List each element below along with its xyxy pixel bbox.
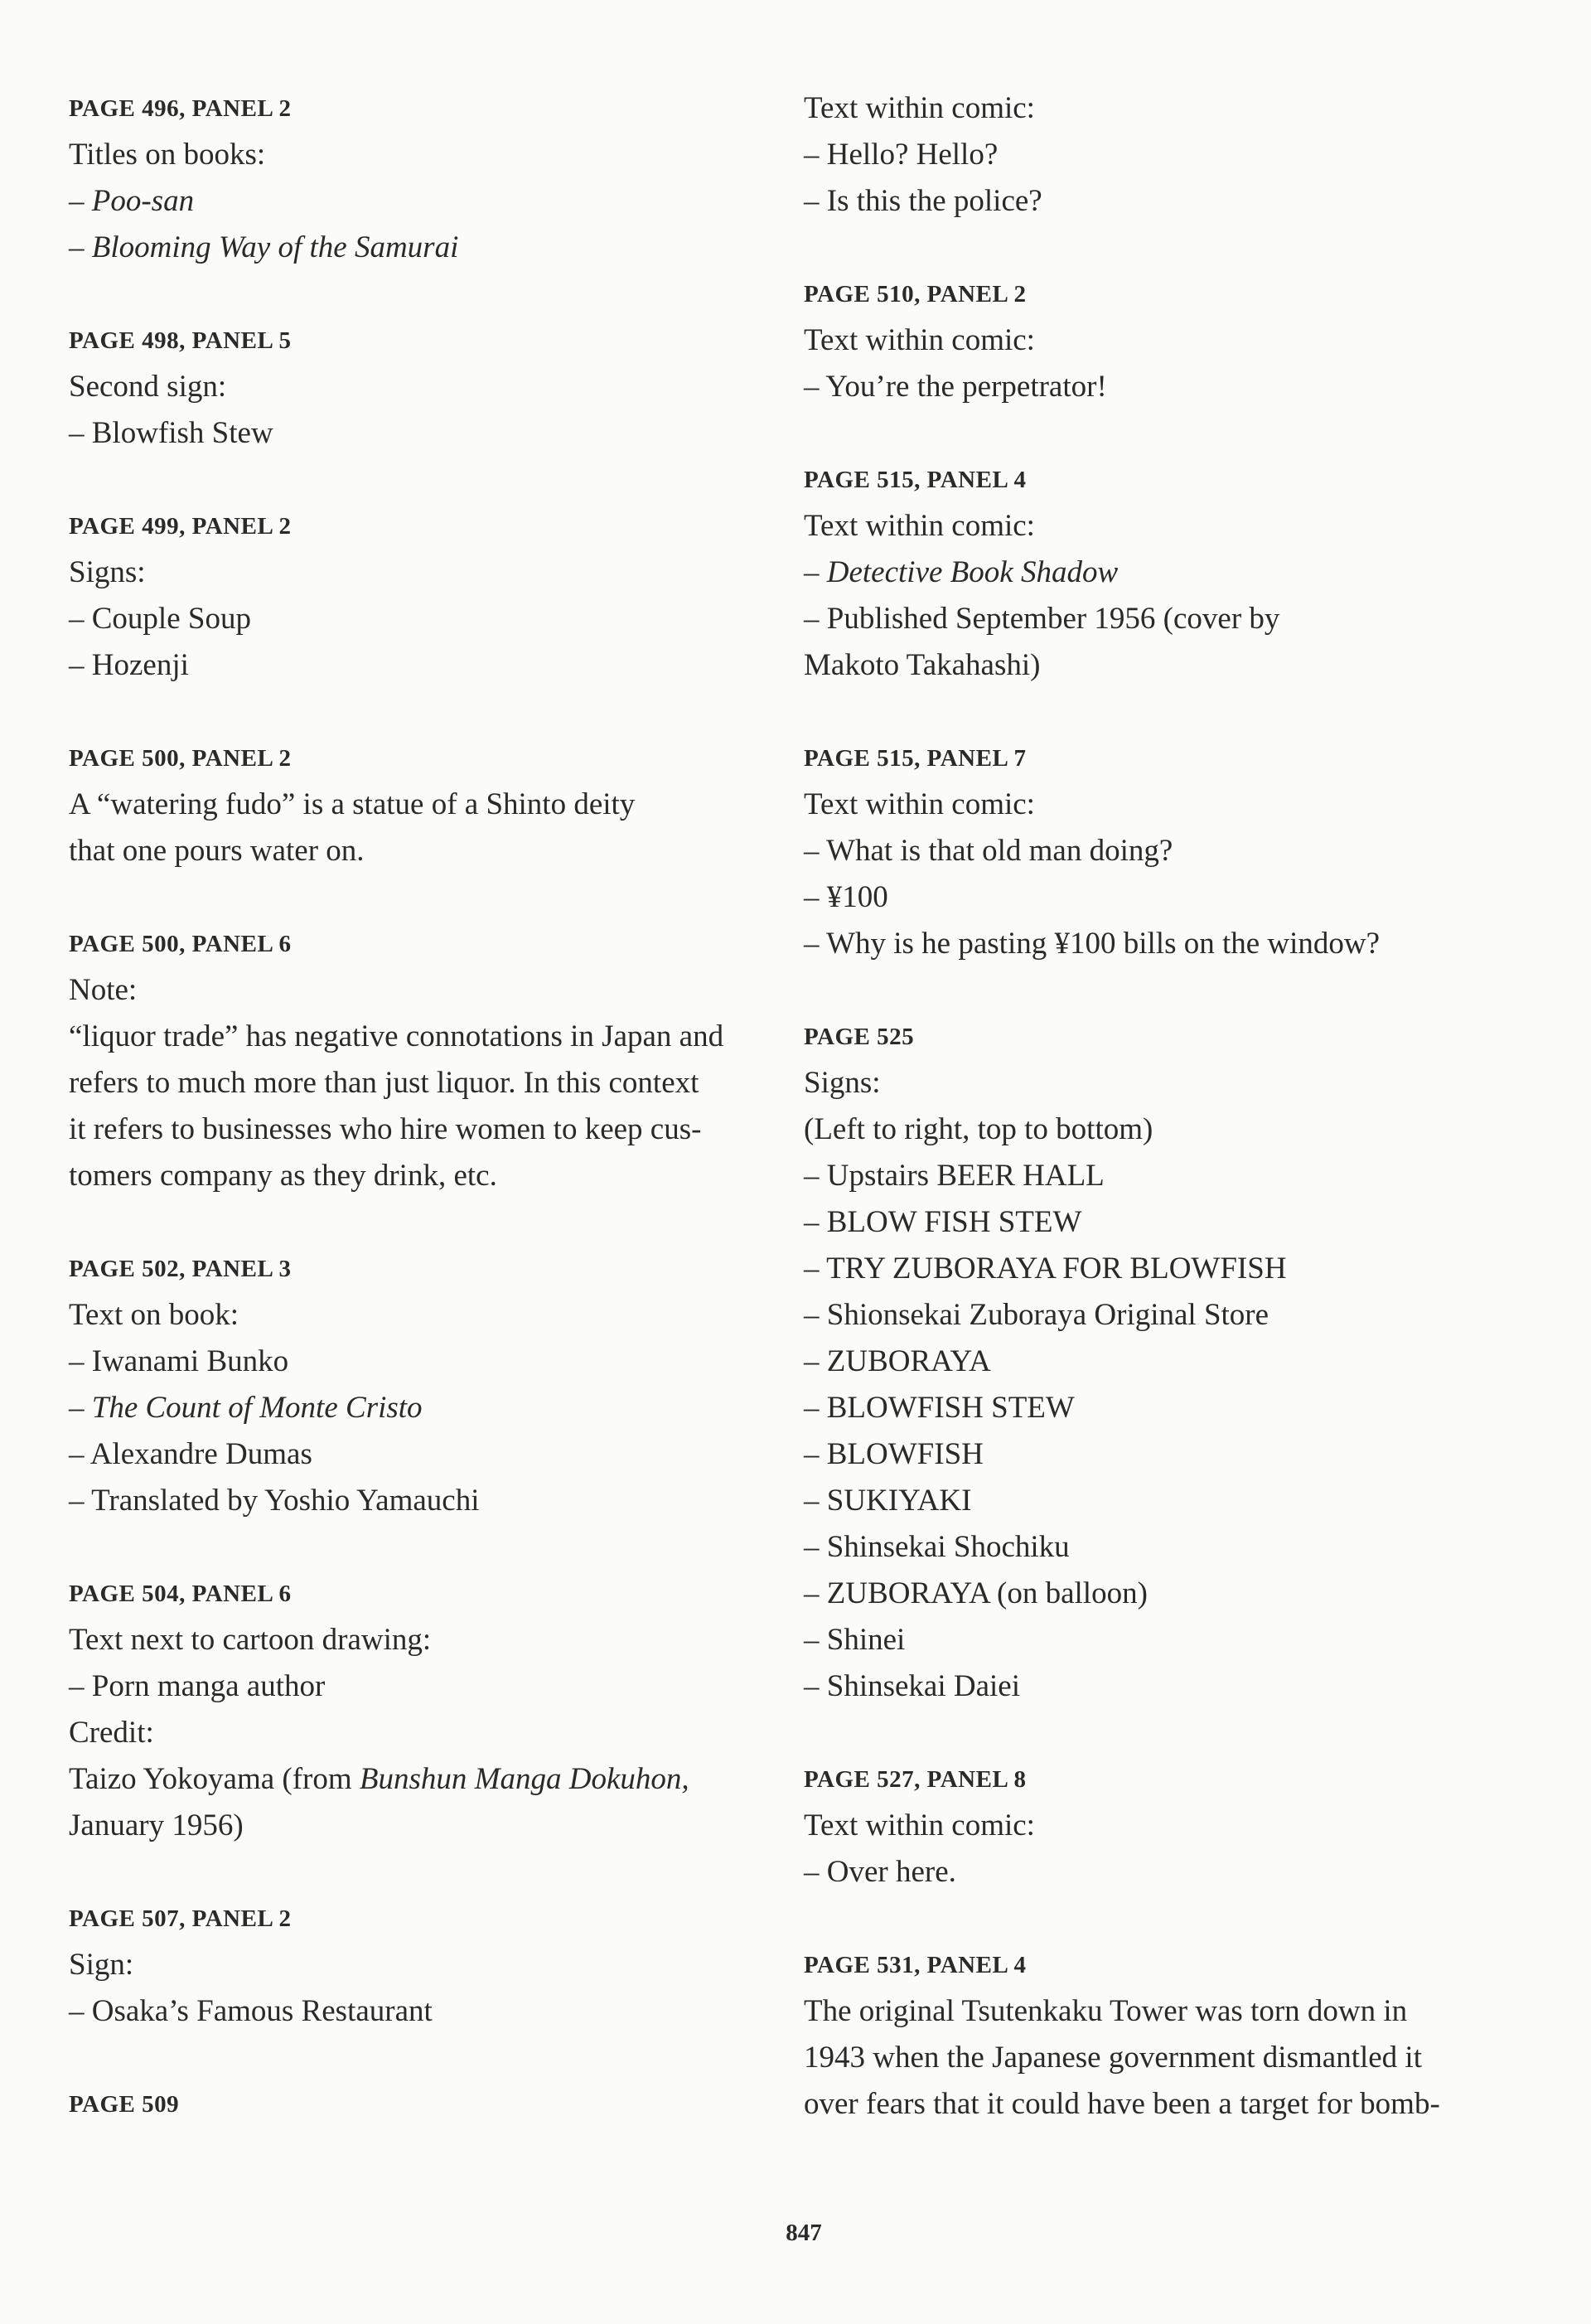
text-line: [69, 1431, 798, 1478]
page-number: 847: [786, 2220, 822, 2246]
text-segment: Text within comic:: [804, 1808, 1035, 1842]
italic-title: The Count of Monte Cristo: [91, 1391, 423, 1425]
text-line: [69, 1339, 798, 1385]
section-gap: [804, 1896, 1533, 1942]
text-segment: refers to much more than just liquor. In this context: [69, 1066, 699, 1100]
text-segment: –: [69, 184, 92, 218]
text-segment: Signs:: [69, 555, 146, 589]
text-line: [69, 1153, 798, 1199]
text-segment: A “watering fudo” is a statue of a Shinto deity: [69, 787, 636, 821]
text-segment: (Left to right, top to bottom): [804, 1112, 1153, 1146]
text-line: [804, 1524, 1533, 1571]
text-line: [804, 1571, 1533, 1617]
text-segment: –: [804, 555, 827, 589]
section-heading: PAGE 507, PANEL 2: [69, 1905, 292, 1932]
section-gap: [69, 2035, 798, 2081]
text-line: [804, 1246, 1533, 1292]
text-line: [69, 1756, 798, 1803]
text-segment: – ¥100: [804, 880, 888, 914]
text-segment: – TRY ZUBORAYA FOR BLOWFISH: [804, 1252, 1287, 1285]
section-heading: PAGE 527, PANEL 8: [804, 1766, 1027, 1793]
text-line: [69, 1942, 798, 1988]
text-segment: – Blowfish Stew: [69, 416, 273, 450]
text-line: [69, 596, 798, 642]
text-line: [804, 1988, 1533, 2035]
text-line: [804, 921, 1533, 967]
section-gap: [804, 689, 1533, 735]
section-gap: [69, 1524, 798, 1571]
section-heading: PAGE 515, PANEL 7: [804, 745, 1027, 772]
text-line: [69, 364, 798, 410]
text-segment: – Porn manga author: [69, 1669, 326, 1703]
section-gap: [804, 967, 1533, 1014]
text-segment: The original Tsutenkaku Tower was torn down in: [804, 1994, 1408, 2028]
text-line: [804, 1339, 1533, 1385]
text-line: [69, 1478, 798, 1524]
text-segment: – Shinsekai Daiei: [804, 1669, 1021, 1703]
text-segment: Taizo Yokoyama (from: [69, 1762, 360, 1796]
text-line: [804, 1849, 1533, 1896]
text-line: [804, 503, 1533, 550]
section-gap: [69, 457, 798, 503]
text-line: [804, 1292, 1533, 1339]
text-line: [69, 132, 798, 178]
text-line: [804, 596, 1533, 642]
text-segment: Text next to cartoon drawing:: [69, 1623, 432, 1657]
text-segment: – Shinsekai Shochiku: [804, 1530, 1070, 1564]
text-line: [69, 178, 798, 225]
text-segment: – BLOW FISH STEW: [804, 1205, 1082, 1239]
section-gap: [69, 874, 798, 921]
text-segment: Text within comic:: [804, 91, 1035, 125]
text-line: [69, 1385, 798, 1431]
text-segment: – Alexandre Dumas: [69, 1437, 312, 1471]
text-segment: Second sign:: [69, 370, 227, 404]
text-segment: –: [69, 230, 92, 264]
text-line: [804, 1106, 1533, 1153]
text-segment: – Iwanami Bunko: [69, 1344, 289, 1378]
text-segment: – Why is he pasting ¥100 bills on the window?: [804, 927, 1381, 961]
section-heading: PAGE 509: [69, 2091, 180, 2118]
text-line: [69, 1988, 798, 2035]
text-line: [804, 2035, 1533, 2081]
text-segment: it refers to businesses who hire women to keep cus-: [69, 1112, 702, 1146]
text-line: [69, 1803, 798, 1849]
text-line: [804, 1803, 1533, 1849]
text-line: [69, 1710, 798, 1756]
text-segment: – BLOWFISH STEW: [804, 1391, 1075, 1425]
text-segment: – Published September 1956 (cover by: [804, 602, 1280, 636]
text-line: [69, 225, 798, 271]
text-line: [69, 1663, 798, 1710]
text-line: [69, 550, 798, 596]
text-segment: that one pours water on.: [69, 834, 365, 868]
text-segment: Signs:: [804, 1066, 881, 1100]
text-segment: Note:: [69, 973, 138, 1007]
text-line: [69, 410, 798, 457]
text-segment: “liquor trade” has negative connotations in Japan and: [69, 1019, 724, 1053]
text-segment: – Is this the police?: [804, 184, 1042, 218]
section-heading: PAGE 504, PANEL 6: [69, 1581, 292, 1607]
text-line: [69, 828, 798, 874]
text-line: [69, 1617, 798, 1663]
text-segment: Text within comic:: [804, 787, 1035, 821]
section-heading: PAGE 500, PANEL 2: [69, 745, 292, 772]
text-segment: – Over here.: [804, 1855, 956, 1889]
section-gap: [804, 225, 1533, 271]
text-line: [804, 1060, 1533, 1106]
text-line: [804, 642, 1533, 689]
text-line: [69, 1292, 798, 1339]
text-segment: – ZUBORAYA (on balloon): [804, 1576, 1148, 1610]
text-segment: – Hello? Hello?: [804, 138, 999, 172]
section-heading: PAGE 499, PANEL 2: [69, 513, 292, 540]
text-line: [804, 364, 1533, 410]
text-segment: Text on book:: [69, 1298, 239, 1332]
section-gap: [69, 1199, 798, 1246]
section-heading: PAGE 498, PANEL 5: [69, 327, 292, 354]
text-line: [804, 1431, 1533, 1478]
text-segment: Text within comic:: [804, 509, 1035, 543]
text-segment: Credit:: [69, 1716, 154, 1750]
text-line: [804, 317, 1533, 364]
text-segment: Makoto Takahashi): [804, 648, 1041, 682]
text-line: [804, 1199, 1533, 1246]
left-column: [69, 85, 798, 2128]
right-column: [804, 85, 1533, 2128]
section-heading: PAGE 500, PANEL 6: [69, 931, 292, 957]
text-segment: – SUKIYAKI: [804, 1484, 972, 1518]
text-line: [804, 132, 1533, 178]
text-segment: –: [69, 1391, 92, 1425]
text-segment: – Shinei: [804, 1623, 906, 1657]
text-line: [804, 85, 1533, 132]
text-segment: tomers company as they drink, etc.: [69, 1159, 497, 1193]
text-segment: January 1956): [69, 1808, 244, 1842]
section-gap: [804, 410, 1533, 457]
text-line: [804, 828, 1533, 874]
text-line: [69, 782, 798, 828]
text-segment: – Hozenji: [69, 648, 189, 682]
text-segment: – BLOWFISH: [804, 1437, 984, 1471]
text-segment: Sign:: [69, 1948, 134, 1982]
text-segment: Text within comic:: [804, 323, 1035, 357]
section-heading: PAGE 496, PANEL 2: [69, 95, 292, 122]
text-line: [804, 1663, 1533, 1710]
section-gap: [69, 689, 798, 735]
text-line: [804, 1153, 1533, 1199]
text-line: [804, 1617, 1533, 1663]
text-line: [69, 967, 798, 1014]
text-segment: over fears that it could have been a target for bomb-: [804, 2087, 1440, 2121]
text-line: [69, 1014, 798, 1060]
section-heading: PAGE 515, PANEL 4: [804, 467, 1027, 493]
text-segment: – Upstairs BEER HALL: [804, 1159, 1105, 1193]
text-segment: – You’re the perpetrator!: [804, 370, 1107, 404]
text-segment: Titles on books:: [69, 138, 266, 172]
section-gap: [69, 271, 798, 317]
text-line: [804, 1478, 1533, 1524]
text-line: [804, 1385, 1533, 1431]
text-line: [69, 1106, 798, 1153]
text-line: [804, 550, 1533, 596]
italic-title: Detective Book Shadow: [826, 555, 1119, 589]
italic-title: Bunshun Manga Dokuhon,: [359, 1762, 689, 1796]
text-segment: – ZUBORAYA: [804, 1344, 991, 1378]
text-segment: – Osaka’s Famous Restaurant: [69, 1994, 433, 2028]
text-line: [804, 178, 1533, 225]
section-heading: PAGE 502, PANEL 3: [69, 1256, 292, 1282]
text-segment: – Couple Soup: [69, 602, 251, 636]
text-line: [804, 2081, 1533, 2128]
section-gap: [69, 1849, 798, 1896]
text-segment: – Translated by Yoshio Yamauchi: [69, 1484, 480, 1518]
text-segment: – What is that old man doing?: [804, 834, 1173, 868]
text-line: [69, 1060, 798, 1106]
section-heading: PAGE 525: [804, 1024, 915, 1050]
text-segment: 1943 when the Japanese government dismantled it: [804, 2041, 1422, 2075]
text-line: [804, 782, 1533, 828]
text-line: [69, 642, 798, 689]
text-line: [804, 874, 1533, 921]
italic-title: Poo-san: [91, 184, 195, 218]
section-heading: PAGE 510, PANEL 2: [804, 281, 1027, 307]
section-gap: [804, 1710, 1533, 1756]
section-heading: PAGE 531, PANEL 4: [804, 1952, 1027, 1978]
italic-title: Blooming Way of the Samurai: [91, 230, 459, 264]
text-segment: – Shionsekai Zuboraya Original Store: [804, 1298, 1269, 1332]
